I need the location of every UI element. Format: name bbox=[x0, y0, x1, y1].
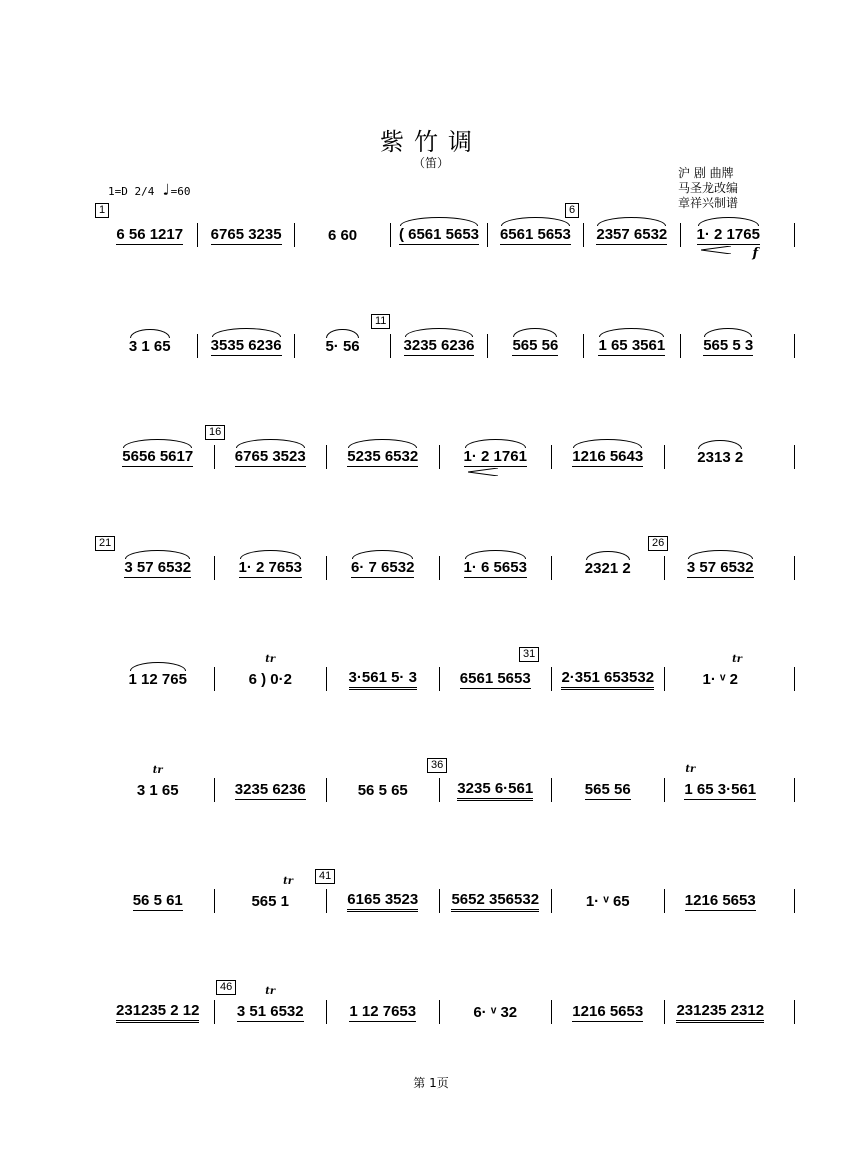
bar-line bbox=[794, 778, 795, 802]
note-group: 1· 2 7653 bbox=[239, 559, 302, 578]
slur bbox=[465, 439, 526, 448]
slur bbox=[704, 328, 752, 337]
note-group: 3235 6·561 bbox=[457, 780, 533, 801]
note-group: 1216 5653 bbox=[684, 891, 756, 909]
note-group: 2357 6532 bbox=[596, 226, 667, 245]
bar-line bbox=[214, 667, 215, 691]
credit-notation: 章祥兴制谱 bbox=[678, 196, 739, 210]
bar-line bbox=[439, 889, 440, 913]
bar-line bbox=[664, 1000, 665, 1024]
note-group: 6· ᵛ 32 bbox=[473, 1003, 518, 1021]
crescendo-hairpin bbox=[468, 468, 498, 476]
bar-line bbox=[664, 556, 665, 580]
bar-line bbox=[326, 556, 327, 580]
note-group: 5· 56 bbox=[325, 338, 359, 355]
staff-line-7 bbox=[95, 869, 785, 919]
note-group: 1216 5653 bbox=[572, 1002, 644, 1020]
note-group: 5656 5617 bbox=[122, 448, 193, 467]
note-group: tr 565 1 bbox=[251, 875, 294, 910]
note-group: 1 12 7653 bbox=[349, 1002, 417, 1020]
bar-line bbox=[197, 223, 198, 247]
bar-line bbox=[439, 556, 440, 580]
slur bbox=[698, 440, 742, 449]
slur bbox=[597, 217, 666, 226]
slur bbox=[698, 217, 759, 226]
bar-line bbox=[390, 334, 391, 358]
note-group: 2313 2 bbox=[697, 449, 743, 466]
crescendo-hairpin bbox=[701, 246, 731, 254]
bar-line bbox=[214, 889, 215, 913]
note-group: 56 5 61 bbox=[132, 891, 183, 909]
note-group: 3 57 6532 bbox=[687, 559, 754, 578]
note-group: 6765 3523 bbox=[235, 448, 306, 467]
slur bbox=[240, 550, 301, 559]
note-group: 1216 5643 bbox=[572, 448, 643, 467]
measure-number: 26 bbox=[648, 536, 668, 551]
measure-number: 21 bbox=[95, 536, 115, 551]
measure-number: 1 bbox=[95, 203, 109, 218]
note-group: 1 65 3561 bbox=[598, 337, 665, 356]
note-group: 6765 3235 bbox=[210, 225, 282, 243]
bar-line bbox=[551, 1000, 552, 1024]
bar-line bbox=[326, 889, 327, 913]
slur bbox=[130, 329, 170, 338]
slur bbox=[599, 328, 664, 337]
bar-line bbox=[794, 667, 795, 691]
note-group: 231235 2 12 bbox=[116, 1002, 199, 1023]
bar-line bbox=[583, 334, 584, 358]
note-group: 3235 6236 bbox=[234, 780, 306, 798]
bar-line bbox=[326, 1000, 327, 1024]
key-signature: 1=D 2/4 bbox=[108, 185, 155, 198]
measure-number: 46 bbox=[216, 980, 236, 995]
slur bbox=[586, 551, 630, 560]
note-group: 6 60 bbox=[327, 226, 358, 244]
bar-line bbox=[214, 1000, 215, 1024]
measure-number: 41 bbox=[315, 869, 335, 884]
bar-line bbox=[664, 667, 665, 691]
slur bbox=[348, 439, 417, 448]
note-group: tr 6 ) 0·2 bbox=[248, 653, 292, 688]
trill-marking: tr bbox=[685, 763, 696, 775]
staff-line-4 bbox=[95, 536, 785, 586]
trill-marking: tr bbox=[265, 985, 276, 997]
note-group: 2·351 653532 bbox=[561, 669, 654, 690]
bar-line bbox=[794, 334, 795, 358]
tempo-value: =60 bbox=[170, 185, 191, 198]
bar-line bbox=[294, 334, 295, 358]
bar-line bbox=[390, 223, 391, 247]
note-group: 3·561 5· 3 bbox=[349, 669, 417, 690]
measure-number: 16 bbox=[205, 425, 225, 440]
staff-line-6 bbox=[95, 758, 785, 808]
bar-line bbox=[794, 445, 795, 469]
note-group: 6561 5653 bbox=[500, 226, 571, 245]
note-group: 1· 6 5653 bbox=[464, 559, 527, 578]
page-number: 第 1页 bbox=[413, 1076, 449, 1090]
bar-line bbox=[664, 889, 665, 913]
trill-marking: tr bbox=[265, 653, 276, 665]
slur bbox=[513, 328, 557, 337]
note-group: 56 5 65 bbox=[357, 781, 408, 799]
note-group: tr 3 51 6532 bbox=[236, 985, 304, 1020]
note-group: tr 3 1 65 bbox=[136, 764, 179, 799]
note-group: 5235 6532 bbox=[347, 448, 418, 467]
trill-marking: tr bbox=[283, 875, 294, 887]
staff-line-3 bbox=[95, 425, 785, 475]
quarter-note-icon: ♩ bbox=[160, 180, 171, 199]
key-tempo-marking bbox=[108, 180, 191, 199]
note-group: tr 1 65 3·561 bbox=[684, 763, 757, 798]
bar-line bbox=[214, 445, 215, 469]
bar-line bbox=[214, 556, 215, 580]
bar-line bbox=[794, 223, 795, 247]
bar-line bbox=[439, 667, 440, 691]
staff-line-5 bbox=[95, 647, 785, 697]
bar-line bbox=[326, 667, 327, 691]
credit-genre: 沪 剧 曲牌 bbox=[678, 166, 734, 180]
note-group: 3 1 65 bbox=[129, 338, 171, 355]
slur bbox=[501, 217, 570, 226]
note-group: 6165 3523 bbox=[347, 891, 418, 912]
bar-line bbox=[551, 778, 552, 802]
bar-line bbox=[294, 223, 295, 247]
slur bbox=[326, 329, 358, 338]
slur bbox=[130, 662, 186, 671]
bar-line bbox=[664, 778, 665, 802]
note-group: 565 56 bbox=[584, 780, 631, 798]
bar-line bbox=[583, 223, 584, 247]
slur bbox=[400, 217, 478, 226]
measure-number: 36 bbox=[427, 758, 447, 773]
slur bbox=[123, 439, 192, 448]
bar-line bbox=[439, 778, 440, 802]
note-group: 3235 6236 bbox=[404, 337, 475, 356]
credit-arranger: 马圣龙改编 bbox=[678, 181, 739, 195]
note-group: 6· 7 6532 bbox=[351, 559, 414, 578]
bar-line bbox=[551, 445, 552, 469]
bar-line bbox=[794, 889, 795, 913]
staff-line-2 bbox=[95, 314, 785, 364]
bar-line bbox=[197, 334, 198, 358]
slur bbox=[212, 328, 281, 337]
score-subtitle: （笛） bbox=[412, 156, 449, 170]
note-group: 3535 6236 bbox=[211, 337, 282, 356]
slur bbox=[688, 550, 753, 559]
staff-line-1 bbox=[95, 203, 785, 261]
slur bbox=[236, 439, 305, 448]
slur bbox=[465, 550, 526, 559]
bar-line bbox=[551, 889, 552, 913]
note-group: 565 56 bbox=[512, 337, 558, 356]
bar-line bbox=[439, 445, 440, 469]
bar-line bbox=[680, 223, 681, 247]
bar-line bbox=[487, 334, 488, 358]
note-group: 6 56 1217 bbox=[116, 225, 184, 243]
bar-line bbox=[326, 778, 327, 802]
note-group: 1 12 765 bbox=[129, 671, 187, 688]
score-title: 紫竹调 bbox=[380, 128, 482, 156]
trill-marking: tr bbox=[732, 653, 742, 665]
slur bbox=[125, 550, 190, 559]
trill-marking: tr bbox=[152, 764, 163, 776]
note-group: 6561 5653 bbox=[459, 669, 531, 687]
note-group: 5652 356532 bbox=[451, 891, 539, 912]
bar-line bbox=[326, 445, 327, 469]
slur bbox=[352, 550, 413, 559]
note-group: tr 1· ᵛ 2 bbox=[702, 653, 742, 688]
slur bbox=[573, 439, 642, 448]
bar-line bbox=[551, 556, 552, 580]
staff-line-8 bbox=[95, 980, 785, 1030]
measure-number: 6 bbox=[565, 203, 579, 218]
bar-line bbox=[794, 1000, 795, 1024]
slur bbox=[405, 328, 474, 337]
forte-marking: f bbox=[752, 245, 759, 261]
bar-line bbox=[680, 334, 681, 358]
note-group: 3 57 6532 bbox=[124, 559, 191, 578]
measure-number: 31 bbox=[519, 647, 539, 662]
note-group: 2321 2 bbox=[585, 560, 631, 577]
bar-line bbox=[439, 1000, 440, 1024]
bar-line bbox=[214, 778, 215, 802]
bar-line bbox=[551, 667, 552, 691]
note-group: 1· 2 1765 f bbox=[697, 226, 760, 245]
note-group: 1· 2 1761 bbox=[464, 448, 527, 467]
bar-line bbox=[664, 445, 665, 469]
note-group: 231235 2312 bbox=[676, 1002, 764, 1023]
bar-line bbox=[794, 556, 795, 580]
note-group: 565 5 3 bbox=[703, 337, 753, 356]
note-group: 1· ᵛ 65 bbox=[585, 892, 630, 910]
note-group: ( 6561 5653 bbox=[399, 226, 479, 245]
measure-number: 11 bbox=[371, 314, 390, 329]
bar-line bbox=[487, 223, 488, 247]
